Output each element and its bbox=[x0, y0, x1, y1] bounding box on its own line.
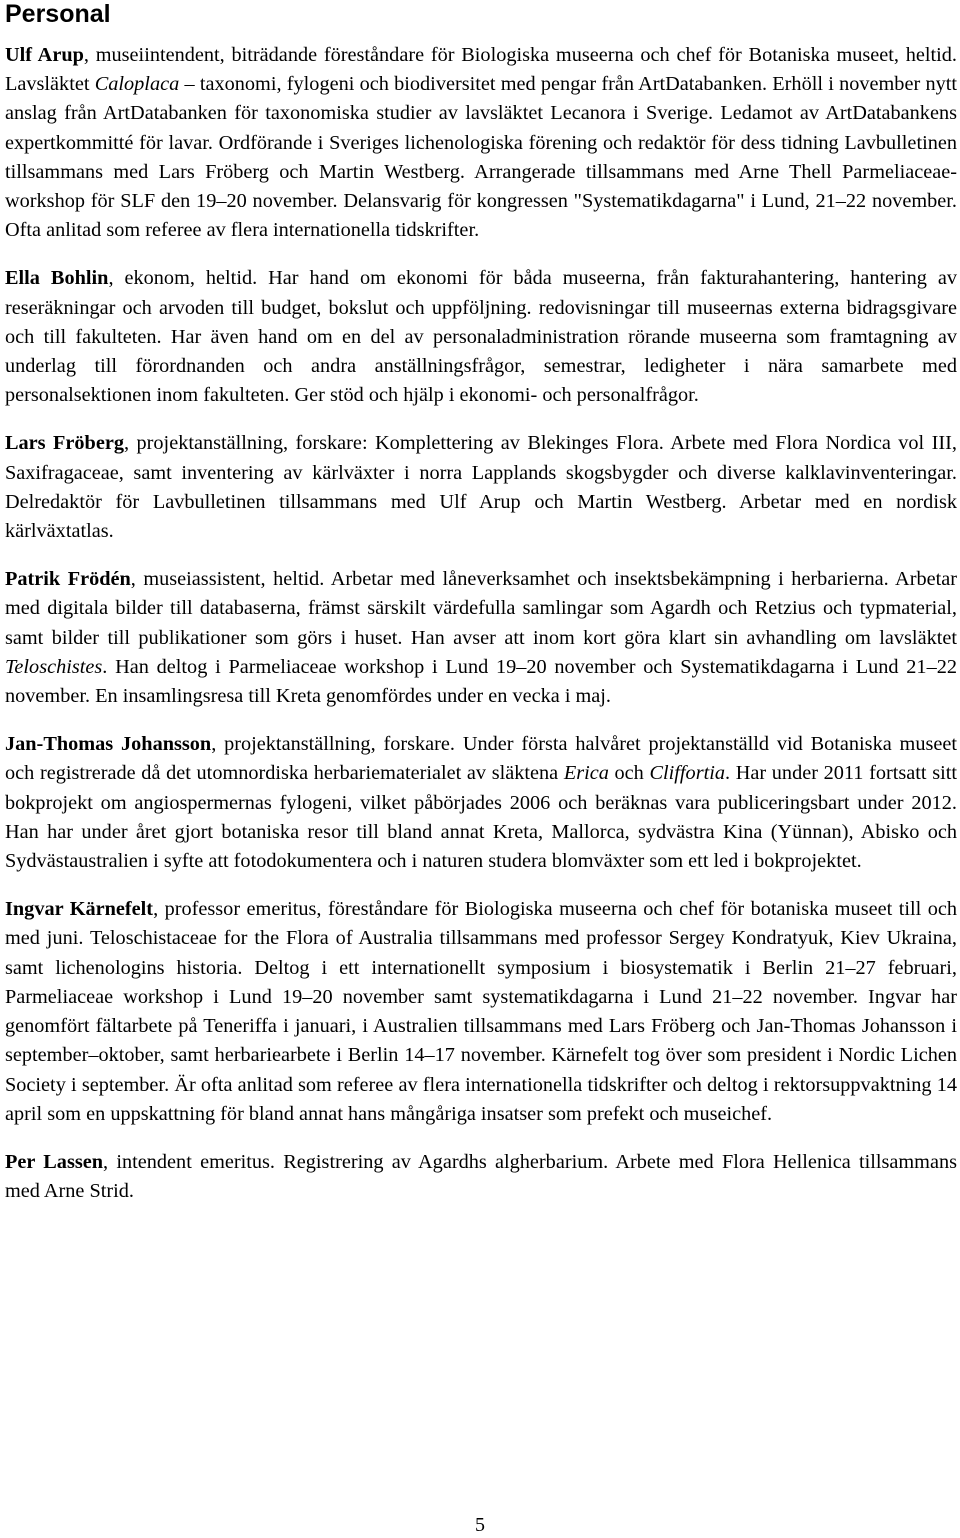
staff-name: Ingvar Kärnefelt bbox=[5, 898, 154, 921]
staff-list bbox=[5, 41, 957, 1225]
entry-text: . Har under 2011 fortsatt sitt bokprojekt om angiospermernas fylogeni, vilket påbörjades 2006 och beräknas vara publiceringsbart under 2012. Han har under året gjort botaniska resor till bland annat Kreta, Mallorca, sydvästra Kina (Yünnan), Abisko och Sydvästaustralien i syfte att fotodokumentera och i naturen studera blomväxter som ett led i bokprojektet. bbox=[5, 762, 957, 873]
entry-text: , museiintendent, biträdande föreståndare för Biologiska museerna och chef för Botaniska museet, heltid. Lavsläktet bbox=[5, 44, 957, 96]
staff-entry bbox=[5, 565, 957, 711]
staff-entry bbox=[5, 895, 957, 1129]
page-heading: Personal bbox=[5, 0, 111, 28]
staff-name: Ulf Arup bbox=[5, 44, 84, 66]
entry-italic-text: Erica bbox=[563, 762, 609, 785]
entry-text: . Han deltog i Parmeliaceae workshop i Lund 19–20 november och Systematikdagarna i Lund 21–22 november. En insamlingsresa till Kreta genomfördes under en vecka i maj. bbox=[5, 655, 957, 708]
entry-text: och bbox=[608, 762, 650, 785]
staff-entry bbox=[5, 264, 957, 410]
entry-text: , projektanställning, forskare: Komplettering av Blekinges Flora. Arbete med Flora Nordica vol III, Saxifragaceae, samt inventering av kärlväxter i norra Lapplands skogsbygder och diverse kalklavinventeringar. Delredaktör för Lavbulletinen tillsammans med Ulf Arup och Martin Westberg. Arbetar med en nordisk kärlväxtatlas. bbox=[5, 432, 957, 543]
entry-text: , museiassistent, heltid. Arbetar med låneverksamhet och insektsbekämpning i herbarierna. Arbetar med digitala bilder till databaserna, främst särskilt värdefulla samlingar som Agardh och Retzius och typmaterial, samt bilder till publikationer som görs i huset. Han avser att inom kort göra klart sin avhandling om lavsläktet bbox=[5, 568, 957, 649]
staff-name: Lars Fröberg bbox=[5, 432, 124, 455]
staff-name: Per Lassen bbox=[5, 1150, 104, 1173]
entry-text: – taxonomi, fylogeni och biodiversitet med pengar från ArtDatabanken. Erhöll i november nytt anslag från ArtDatabanken för taxonomiska studier av lavsläktet Lecanora i Sverige. Ledamot av ArtDatabankens expertkommitté för lavar. Ordförande i Sveriges lichenologiska förening och redaktör för dess tidning Lavbulletinen tillsammans med Lars Fröberg och Martin Westberg. Arrangerade tillsammans med Arne Thell Parmeliaceae-workshop för SLF den 19–20 november. Delansvarig för kongressen "Systematikdagarna" i Lund, 21–22 november. Ofta anlitad som referee av flera internationella tidskrifter. bbox=[5, 73, 957, 242]
staff-entry bbox=[5, 41, 957, 245]
entry-text: , ekonom, heltid. Har hand om ekonomi för båda museerna, från fakturahantering, hantering av reseräkningar och arvoden till budget, bokslut och uppföljning. redovisningar till museernas externa bidragsgivare och till fakulteten. Har även hand om en del av personaladministration rörande museerna som framtagning av underlag till förordnanden och andra anställningsfrågor, semestrar, ledigheter i nära samarbete med personalsektionen inom fakulteten. Ger stöd och hjälp i ekonomi- och personalfrågor. bbox=[5, 267, 957, 407]
entry-italic-text: Cliffortia bbox=[649, 762, 725, 785]
staff-name: Patrik Frödén bbox=[5, 568, 131, 591]
staff-name: Jan-Thomas Johansson bbox=[5, 733, 212, 756]
staff-entry bbox=[5, 429, 957, 546]
entry-italic-text: Caloplaca bbox=[94, 73, 180, 96]
staff-entry bbox=[5, 1148, 957, 1206]
staff-name: Ella Bohlin bbox=[5, 267, 109, 290]
page-number: 5 bbox=[475, 1514, 485, 1536]
entry-text: , projektanställning, forskare. Under första halvåret projektanställd vid Botaniska museet och registrerade då det utomnordiska herbariematerialet av släktena bbox=[5, 733, 958, 785]
entry-text: , intendent emeritus. Registrering av Agardhs algherbarium. Arbete med Flora Hellenica tillsammans med Arne Strid. bbox=[5, 1150, 957, 1203]
entry-italic-text: Teloschistes bbox=[5, 655, 103, 678]
entry-text: , professor emeritus, föreståndare för Biologiska museerna och chef för botaniska museet till och med juni. Teloschistaceae for the Flora of Australia tillsammans med professor Sergey Kondratyuk, Kiev Ukraina, samt lichenologins historia. Deltog i ett internationellt symposium i biosystematik i Berlin 21–27 februari, Parmeliaceae workshop i Lund 19–20 november samt systematikdagarna i Lund 21–22 november. Ingvar har genomfört fältarbete på Teneriffa i januari, i Australien tillsammans med Lars Fröberg och Jan-Thomas Johansson i september–oktober, samt herbariearbete i Berlin 14–17 november. Kärnefelt tog över som president i Nordic Lichen Society i september. Är ofta anlitad som referee av flera internationella tidskrifter och deltog i rektorsuppvaktning 14 april som en uppskattning för bland annat hans mångåriga insatser som prefekt och museichef. bbox=[5, 898, 957, 1125]
staff-entry bbox=[5, 730, 957, 876]
